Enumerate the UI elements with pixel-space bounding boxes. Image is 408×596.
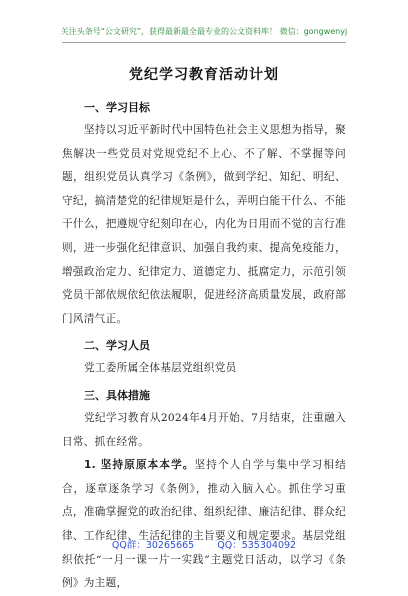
- header-divider: [62, 42, 346, 43]
- measure-item-1: [62, 454, 346, 596]
- document-body: [62, 97, 346, 596]
- section-paragraph-objectives: 坚持以习近平新时代中国特色社会主义思想为指导，聚焦解决一些党员对党规党纪不上心、不了解、不掌握等问题，组织党员认真学习《条例》，做到学纪、知纪、明纪、守纪，搞清楚党的纪律规矩是什么，弄明白能干什么、不能干什么，把遵规守纪刻印在心，内化为日用而不觉的言行准则，进一步强化纪律意识、加强自我约束、提高免疫能力，增强政治定力、纪律定力、道德定力、抵腐定力，示范引领党员干部依规依纪依法履职，促进经济高质量发展，政府部门风清气正。: [62, 124, 346, 325]
- footer-qq: QQ：535304092: [217, 540, 297, 551]
- measure-item-1-label: 1. 坚持原原本本学。: [84, 459, 195, 472]
- section-heading-measures: 三、具体措施: [84, 388, 150, 402]
- footer-qq-group: QQ群：30265665: [111, 540, 195, 551]
- document-title: 党纪学习教育活动计划: [129, 67, 279, 83]
- section-paragraph-measures: 党纪学习教育从2024年4月开始、7月结束，注重融入日常、抓在经常。: [62, 411, 346, 448]
- section-heading-objectives: 一、学习目标: [84, 101, 150, 114]
- measure-item-1-text: 坚持个人自学与集中学习相结合，逐章逐条学习《条例》，推动入脑入心。抓住学习重点，准确掌握党的政治纪律、组织纪律、廉洁纪律、群众纪律、工作纪律、生活纪律的主旨要义和规定要求。基层党组织依托“一月一课一片一实践”主题党日活动，以学习《条例》为主题，: [62, 459, 346, 590]
- section-heading-participants: 二、学习人员: [84, 339, 150, 353]
- page-footer: [0, 537, 408, 551]
- section-paragraph-participants: 党工委所属全体基层党组织党员: [84, 362, 237, 375]
- page-header: 关注头条号“公文研究”，获得最新最全最专业的公文资料库！ 微信：gongwenyj: [60, 27, 348, 36]
